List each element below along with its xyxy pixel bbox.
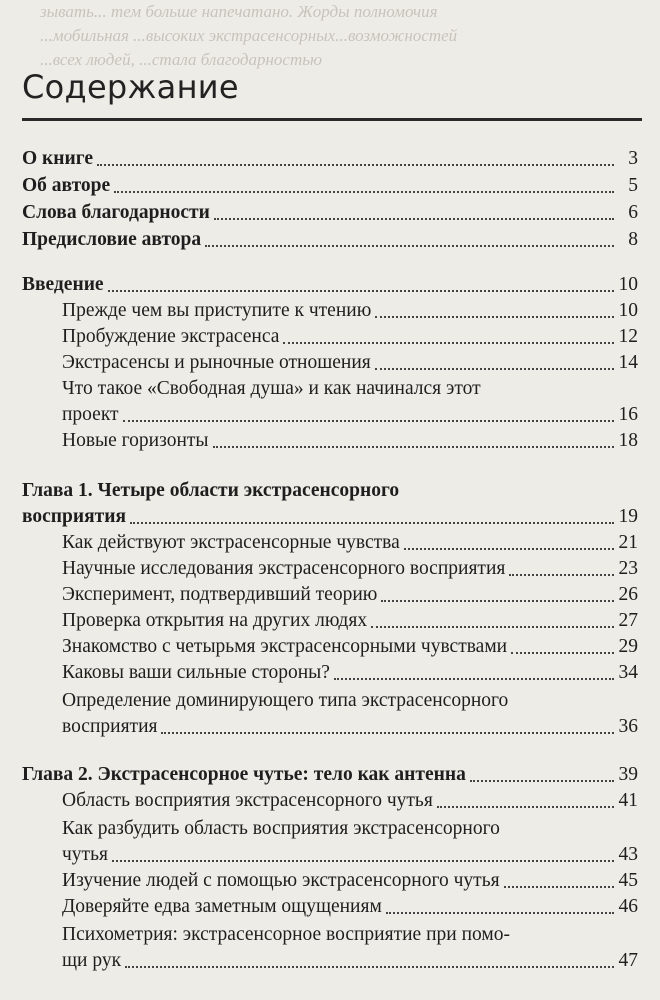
page-number: 26: [618, 584, 638, 605]
page-number: 19: [618, 506, 638, 527]
leader-dots: [125, 966, 614, 968]
toc-entry-title: Введение: [22, 274, 104, 295]
leader-dots: [375, 316, 614, 318]
toc-entry-title: Прежде чем вы приступите к чтению: [62, 300, 372, 321]
page-number: 29: [618, 636, 638, 657]
toc-entry-title: чутья: [62, 844, 108, 865]
toc-page-number: [608, 298, 638, 324]
leader-dots: [161, 732, 614, 734]
toc-entry[interactable]: [62, 402, 618, 428]
toc-entry[interactable]: [22, 200, 618, 226]
leader-dots: [381, 600, 614, 602]
leader-dots: [386, 912, 614, 914]
leader-dots: [114, 191, 614, 193]
toc-page-number: [608, 868, 638, 894]
toc-entry-title: Экстрасенсы и рыночные отношения: [62, 352, 371, 373]
page-number: 36: [618, 716, 638, 737]
toc-entry-title: Как действуют экстрасенсорные чувства: [62, 532, 400, 553]
toc-entry-title: Эксперимент, подтвердивший теорию: [62, 584, 378, 605]
toc-page-number: [608, 504, 638, 530]
leader-dots: [108, 290, 614, 292]
leader-dots: [437, 806, 614, 808]
page-number: 47: [618, 950, 638, 971]
page-number: 34: [618, 662, 638, 683]
page-number: 45: [618, 870, 638, 891]
toc-page-number: [608, 556, 638, 582]
toc-entry[interactable]: [62, 298, 618, 324]
toc-entry[interactable]: [62, 608, 618, 634]
leader-dots: [123, 420, 614, 422]
toc-entry[interactable]: [62, 788, 618, 814]
toc-page-number: [608, 530, 638, 556]
page-number: 39: [618, 764, 638, 785]
toc-page-number: [608, 402, 638, 428]
toc-entry[interactable]: [22, 146, 618, 172]
page-number: 27: [618, 610, 638, 631]
toc-entry-title: Доверяйте едва заметным ощущениям: [62, 896, 382, 917]
leader-dots: [112, 860, 614, 862]
page-number: 16: [618, 404, 638, 425]
bleed-line: зывать... тем больше напечатано. Жорды полномочия: [40, 2, 438, 21]
toc-page-number: [608, 660, 638, 686]
toc-entry[interactable]: [62, 530, 618, 556]
toc-entry-title-line1[interactable]: Как разбудить область восприятия экстрасенсорного: [62, 818, 500, 839]
toc-entry-title: проект: [62, 404, 119, 425]
toc-entry-title: Каковы ваши сильные стороны?: [62, 662, 330, 683]
page-number: 41: [618, 790, 638, 811]
toc-entry-title: Предисловие автора: [22, 229, 202, 250]
toc-entry-title-line1[interactable]: Что такое «Свободная душа» и как начинался этот: [62, 378, 481, 399]
toc-page-number: [608, 428, 638, 454]
toc-entry[interactable]: [62, 556, 618, 582]
leader-dots: [334, 678, 614, 680]
page-number: 14: [618, 352, 638, 373]
toc-page-number: [608, 227, 638, 253]
leader-dots: [283, 342, 614, 344]
toc-page-number: [608, 894, 638, 920]
toc-entry[interactable]: [22, 504, 618, 530]
toc-entry[interactable]: [62, 894, 618, 920]
toc-page-number: [608, 272, 638, 298]
toc-entry[interactable]: [62, 842, 618, 868]
toc-entry[interactable]: [62, 660, 618, 686]
leader-dots: [375, 368, 614, 370]
page-number: 3: [628, 148, 638, 169]
toc-entry[interactable]: [62, 582, 618, 608]
leader-dots: [470, 780, 614, 782]
toc-entry-title: Знакомство с четырьмя экстрасенсорными чувствами: [62, 636, 508, 657]
toc-entry-title: щи рук: [62, 950, 122, 971]
bleed-line: ...всех людей, ...стала благодарностью: [40, 50, 322, 69]
toc-entry[interactable]: [62, 714, 618, 740]
toc-entry[interactable]: [62, 634, 618, 660]
toc-page-number: [608, 948, 638, 974]
toc-entry[interactable]: [62, 350, 618, 376]
page-number: 10: [618, 300, 638, 321]
toc-page-number: [608, 842, 638, 868]
toc-entry-title: Глава 2. Экстрасенсорное чутье: тело как антенна: [22, 764, 466, 785]
leader-dots: [213, 446, 614, 448]
toc-entry[interactable]: [62, 948, 618, 974]
toc-entry-title: Область восприятия экстрасенсорного чутья: [62, 790, 433, 811]
toc-entry[interactable]: [22, 762, 618, 788]
toc-page-number: [608, 146, 638, 172]
page-number: 18: [618, 430, 638, 451]
page-number: 8: [628, 229, 638, 250]
toc-entry-title: Слова благодарности: [22, 202, 210, 223]
toc-entry-title: восприятия: [22, 506, 127, 527]
page-number: 43: [618, 844, 638, 865]
leader-dots: [214, 218, 614, 220]
toc-entry-title: Об авторе: [22, 175, 111, 196]
leader-dots: [130, 522, 614, 524]
toc-entry-title-line1[interactable]: Определение доминирующего типа экстрасенсорного: [62, 690, 509, 711]
leader-dots: [404, 548, 614, 550]
toc-page-number: [608, 350, 638, 376]
page-number: 21: [618, 532, 638, 553]
toc-page-number: [608, 608, 638, 634]
page-number: 46: [618, 896, 638, 917]
toc-entry[interactable]: [22, 227, 618, 253]
page-number: 6: [628, 202, 638, 223]
toc-entry-title: Новые горизонты: [62, 430, 209, 451]
leader-dots: [371, 626, 614, 628]
page-number: 23: [618, 558, 638, 579]
toc-page-number: [608, 762, 638, 788]
toc-entry-title: Проверка открытия на других людях: [62, 610, 368, 631]
toc-entry-title: Пробуждение экстрасенса: [62, 326, 280, 347]
toc-entry-title-line1[interactable]: Психометрия: экстрасенсорное восприятие при помо-: [62, 924, 510, 945]
toc-entry-title: восприятия: [62, 716, 158, 737]
toc-entry[interactable]: [22, 272, 618, 298]
page-title: Содержание: [22, 68, 239, 106]
toc-entry-title-line1[interactable]: Глава 1. Четыре области экстрасенсорного: [22, 480, 400, 501]
leader-dots: [511, 652, 614, 654]
toc-entry[interactable]: [62, 324, 618, 350]
toc-page-number: [608, 788, 638, 814]
leader-dots: [97, 164, 614, 166]
toc-page-number: [608, 324, 638, 350]
toc-entry[interactable]: [62, 428, 618, 454]
leader-dots: [509, 574, 614, 576]
page-number: 5: [628, 175, 638, 196]
toc-entry-title: Изучение людей с помощью экстрасенсорного чутья: [62, 870, 500, 891]
toc-page-number: [608, 634, 638, 660]
toc-page-number: [608, 200, 638, 226]
toc-entry-title: Научные исследования экстрасенсорного восприятия: [62, 558, 506, 579]
page-number: 10: [618, 274, 638, 295]
toc-page-number: [608, 582, 638, 608]
toc-entry[interactable]: [62, 868, 618, 894]
page-number: 12: [618, 326, 638, 347]
leader-dots: [205, 245, 614, 247]
bleed-line: ...мобильная ...высоких экстрасенсорных...возможностей: [40, 26, 458, 45]
toc-entry[interactable]: [22, 173, 618, 199]
toc-page-number: [608, 714, 638, 740]
leader-dots: [504, 886, 614, 888]
toc-entry-title: О книге: [22, 148, 94, 169]
toc-page-number: [608, 173, 638, 199]
